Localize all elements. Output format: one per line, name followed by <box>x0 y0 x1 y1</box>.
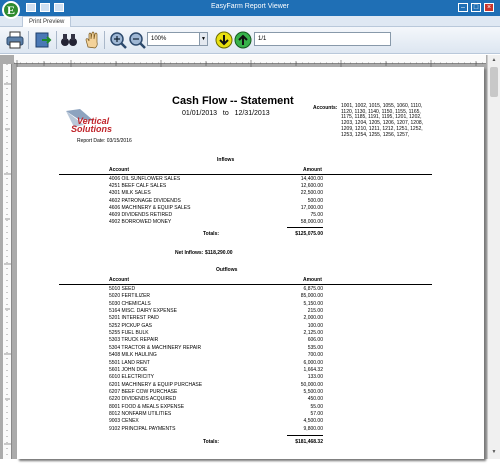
table-row <box>105 382 323 389</box>
net-inflows-value: $118,290.00 <box>205 250 233 256</box>
vertical-ruler <box>3 64 12 459</box>
table-row <box>105 352 323 359</box>
print-button[interactable] <box>5 30 25 50</box>
table-row <box>105 176 323 183</box>
zoom-in-button[interactable] <box>108 30 128 50</box>
zoom-out-icon <box>127 30 147 50</box>
account-amount: 12,600.00 <box>300 183 323 190</box>
table-row <box>105 411 323 418</box>
scroll-up-icon[interactable]: ▲ <box>491 57 497 63</box>
account-name: 5303 TRUCK REPAIR <box>109 337 159 344</box>
divider <box>59 284 432 285</box>
table-row <box>105 337 323 344</box>
table-row <box>105 190 323 197</box>
account-amount: 700.00 <box>307 352 323 359</box>
account-name: 5010 SEED <box>109 286 136 292</box>
inflows-col-account: Account <box>109 167 129 173</box>
app-logo-icon[interactable]: E <box>2 1 20 19</box>
account-name: 6207 BEEF COW PURCHASE <box>109 388 178 395</box>
account-name: 5020 FERTILIZER <box>109 293 151 300</box>
logo-text: Vertical Solutions <box>71 116 112 134</box>
report-page <box>17 67 484 459</box>
zoom-in-icon <box>108 30 128 50</box>
account-amount: 5,500.00 <box>303 388 323 395</box>
table-row <box>105 323 323 330</box>
table-row <box>105 367 323 374</box>
account-amount: 57.00 <box>310 410 323 417</box>
outflows-total: $181,468.32 <box>295 439 323 445</box>
chevron-down-icon[interactable]: ▼ <box>199 33 207 45</box>
arrow-down-icon <box>214 30 234 50</box>
previous-page-button[interactable] <box>233 30 253 50</box>
table-row <box>105 308 323 315</box>
account-name: 5030 CHEMICALS <box>109 300 151 307</box>
account-name: 4251 BEEF CALF SALES <box>109 183 167 190</box>
export-icon <box>33 30 53 50</box>
account-amount: 58,000.00 <box>300 219 323 226</box>
zoom-out-button[interactable] <box>127 30 147 50</box>
account-amount: 50,000.00 <box>300 381 323 388</box>
inflows-heading: Inflows <box>217 157 235 163</box>
window-title: EasyFarm Report Viewer <box>210 3 290 10</box>
hand-tool-button[interactable] <box>82 30 102 50</box>
account-name: 8012 NONFARM UTILITIES <box>109 410 172 417</box>
zoom-value: 100% <box>151 36 167 42</box>
account-name: 5201 INTEREST PAID <box>109 315 159 322</box>
account-name: 4902 BORROWED MONEY <box>109 219 172 226</box>
divider <box>59 174 432 175</box>
account-amount: 215.00 <box>307 308 323 315</box>
tab-print-preview[interactable]: Print Preview <box>22 16 71 27</box>
company-logo <box>64 107 126 139</box>
account-amount: 6,000.00 <box>303 359 323 366</box>
table-row <box>105 219 323 226</box>
table-row <box>105 301 323 308</box>
account-name: 6201 MACHINERY & EQUIP PURCHASE <box>109 381 203 388</box>
minimize-button[interactable]: – <box>458 3 468 12</box>
account-name: 6010 ELECTRICITY <box>109 374 155 381</box>
print-icon <box>5 30 25 50</box>
account-name: 6220 DIVIDENDS ACQUIRED <box>109 396 177 403</box>
table-row <box>105 330 323 337</box>
scroll-thumb[interactable] <box>490 67 498 97</box>
table-row <box>105 389 323 396</box>
account-name: 5601 JOHN DOE <box>109 366 148 373</box>
account-name: 4602 PATRONAGE DIVIDENDS <box>109 197 181 204</box>
net-inflows-label: Net Inflows: <box>175 250 204 256</box>
table-row <box>105 183 323 190</box>
find-button[interactable] <box>59 30 79 50</box>
account-name: 4609 DIVIDENDS RETIRED <box>109 212 173 218</box>
account-amount: 5,150.00 <box>303 300 323 307</box>
table-row <box>105 212 323 219</box>
account-name: 5252 PICKUP GAS <box>109 322 152 329</box>
zoom-select[interactable] <box>147 32 208 46</box>
account-name: 9003 CENEX <box>109 418 139 425</box>
account-name: 5164 MISC. DAIRY EXPENSE <box>109 308 177 315</box>
account-name: 4301 MILK SALES <box>109 190 151 197</box>
page-number-input[interactable] <box>254 32 391 46</box>
account-amount: 606.00 <box>307 337 323 344</box>
horizontal-ruler <box>14 55 486 64</box>
table-row <box>105 360 323 367</box>
account-name: 4006 OIL SUNFLOWER SALES <box>109 176 181 182</box>
account-amount: 17,000.00 <box>300 204 323 211</box>
account-amount: 55.00 <box>310 403 323 410</box>
close-button[interactable]: × <box>484 3 494 12</box>
account-amount: 535.00 <box>307 344 323 351</box>
menu-bar <box>0 16 500 27</box>
page-number-value: 1/1 <box>258 36 267 42</box>
subtotal-line <box>287 435 323 436</box>
vertical-scrollbar[interactable] <box>487 55 500 459</box>
report-title: Cash Flow -- Statement <box>172 95 294 107</box>
report-date: Report Date: 03/15/2016 <box>77 138 132 144</box>
account-amount: 22,500.00 <box>300 190 323 197</box>
accounts-label: Accounts: <box>313 105 338 111</box>
account-amount: 14,400.00 <box>300 176 323 182</box>
account-amount: 75.00 <box>310 212 323 218</box>
outflows-totals-label: Totals: <box>203 439 220 445</box>
account-name: 8001 FOOD & MEALS EXPENSE <box>109 403 185 410</box>
toolbar <box>0 27 500 54</box>
account-amount: 2,000.00 <box>303 315 323 322</box>
account-name: 5408 MILK HAULING <box>109 352 157 359</box>
account-amount: 1,664.32 <box>303 366 323 373</box>
outflows-heading: Outflows <box>216 267 238 273</box>
table-row <box>105 426 323 433</box>
account-name: 5304 TRACTOR & MACHINERY REPAIR <box>109 344 202 351</box>
subtotal-line <box>287 227 323 228</box>
table-row <box>105 345 323 352</box>
inflows-total: $125,075.00 <box>295 231 323 237</box>
account-amount: 6,875.00 <box>303 286 323 292</box>
arrow-up-icon <box>233 30 253 50</box>
inflows-col-amount: Amount <box>303 167 322 173</box>
outflows-col-account: Account <box>109 277 129 283</box>
table-row <box>105 404 323 411</box>
account-amount: 85,000.00 <box>300 293 323 300</box>
table-row <box>105 293 323 300</box>
maximize-button[interactable]: □ <box>471 3 481 12</box>
account-amount: 133.00 <box>307 374 323 381</box>
account-name: 9102 PRINCIPAL PAYMENTS <box>109 425 176 432</box>
table-row <box>105 374 323 381</box>
report-date-range: 01/01/2013 to 12/31/2013 <box>182 110 270 117</box>
account-amount: 4,500.00 <box>303 418 323 425</box>
table-row <box>105 315 323 322</box>
outflows-col-amount: Amount <box>303 277 322 283</box>
next-page-button[interactable] <box>214 30 234 50</box>
accounts-list: 1001, 1002, 1015, 1055, 1060, 1110, 1120, 1130, 1140, 1150, 1155, 1165, 1175, 1185, 1191, 1195, 1201, 1202, 1203, 1204, 1205, 1206, 1207, 1208, 1209, 1210, 1211, 1212, 1251, 1252, 1253, 1254, 1255, 1256, 1257, <box>341 103 424 138</box>
scroll-down-icon[interactable]: ▼ <box>491 449 497 455</box>
title-bar <box>0 0 500 16</box>
hand-icon <box>82 30 102 50</box>
table-row <box>105 286 323 293</box>
table-row <box>105 205 323 212</box>
account-amount: 2,125.00 <box>303 330 323 337</box>
account-amount: 450.00 <box>307 396 323 403</box>
account-amount: 9,800.00 <box>303 425 323 432</box>
account-amount: 500.00 <box>307 197 323 204</box>
account-amount: 100.00 <box>307 322 323 329</box>
binoculars-icon <box>59 30 79 50</box>
account-name: 4606 MACHINERY & EQUIP SALES <box>109 204 191 211</box>
inflows-totals-label: Totals: <box>203 231 220 237</box>
export-button[interactable] <box>33 30 53 50</box>
table-row <box>105 396 323 403</box>
table-row <box>105 418 323 425</box>
account-name: 5501 LAND RENT <box>109 359 150 366</box>
table-row <box>105 198 323 205</box>
account-name: 5255 FUEL BULK <box>109 330 149 337</box>
